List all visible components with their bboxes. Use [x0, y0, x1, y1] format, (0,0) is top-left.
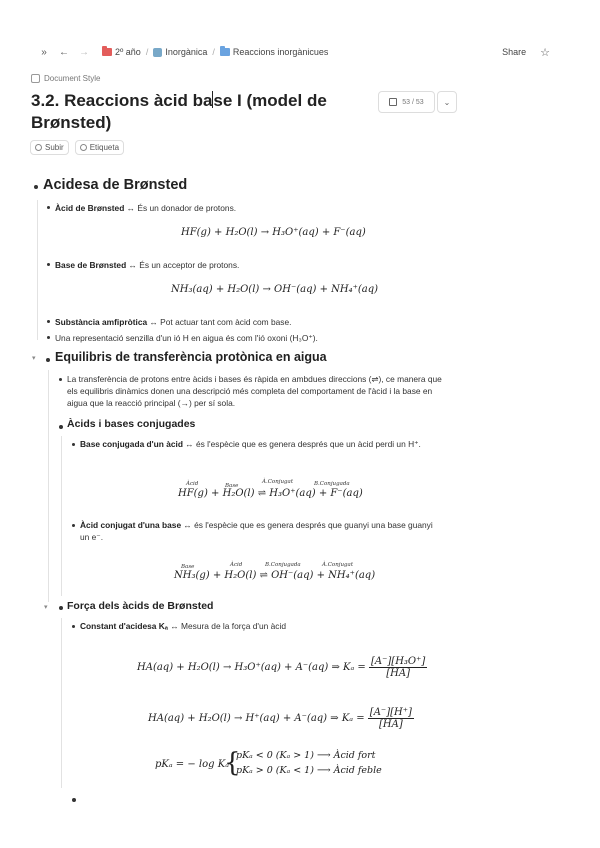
bullet [59, 606, 63, 610]
equation: NH₃(aq) + H₂O(l) → OH⁻(aq) + NH₄⁺(aq) [171, 284, 379, 295]
subsection-heading[interactable]: Força dels àcids de Brønsted [67, 600, 214, 612]
equation: HA(aq) + H₂O(l) → H₃O⁺(aq) + A⁻(aq) ⇒ Kₐ = $\frac{\text{[A⁻][H₃O⁺]}}{[HA]}$ [137, 656, 426, 679]
equation-label: Àcid [230, 562, 243, 568]
forward-arrow-icon[interactable]: → [79, 46, 89, 58]
back-arrow-icon[interactable]: ← [59, 46, 69, 58]
share-button[interactable]: Share [502, 47, 527, 57]
paragraph[interactable]: La transferència de protons entre àcids i bases és ràpida en ambdues direccions (⇌), ce manera que els equilibris dinàmics donen una descripció més completa del comportament de l'àcid i la base en aigua que la reacció principal (→) per sí sola. [67, 374, 442, 408]
equation-label: B.Conjugada [265, 562, 301, 568]
fraction: $\frac{[A^-][H^+]}{[HA]}$ [369, 707, 412, 730]
bullet[interactable] [72, 798, 76, 802]
breadcrumb-item[interactable]: Inorgànica [153, 47, 207, 57]
upload-button[interactable]: Subir [30, 140, 69, 155]
equation-label: À.Conjugat [322, 562, 354, 568]
collapse-toggle-icon[interactable]: ▾ [44, 604, 48, 611]
breadcrumb: 2º año / Inorgànica / Reaccions inorgànicues [102, 47, 328, 57]
bullet [47, 263, 50, 266]
list-item[interactable]: Àcid conjugat d'una base ↔ és l'espècie que es genera després que guanyi una base ɡuanyi un e⁻. [80, 520, 433, 542]
section-heading[interactable]: Acidesa de Brønsted [43, 177, 188, 193]
tag-button[interactable]: Etiqueta [75, 140, 124, 155]
bullet [59, 425, 63, 429]
equation: HA(aq) + H₂O(l) → H⁺(aq) + A⁻(aq) ⇒ Kₐ = $\frac{[A^-][H^+]}{[HA]}$ [148, 707, 412, 730]
breadcrumb-item[interactable]: Reaccions inorgànicues [220, 47, 329, 57]
bullet [72, 524, 75, 527]
list-item[interactable]: Àcid de Brønsted ↔ És un donador de protons. [55, 203, 237, 213]
section-heading[interactable]: Equilibris de transferència protònica en aigua [55, 350, 327, 364]
equation-label: À.Conjugat [262, 479, 294, 485]
bullet [59, 378, 62, 381]
equation-label: B.Conjugada [314, 481, 350, 487]
equation: pKₐ = − log Kₐ [155, 759, 229, 770]
collapse-toggle-icon[interactable]: ▾ [32, 355, 36, 362]
equation: pKₐ > 0 (Kₐ < 1) ⟶ Àcid feble [236, 765, 382, 776]
star-icon[interactable]: ☆ [540, 46, 550, 59]
page-title[interactable]: 3.2. Reaccions àcid base I (model de Brønsted) [31, 91, 327, 132]
document-style-label[interactable]: Document Style [31, 74, 100, 83]
bullet [47, 336, 50, 339]
equation: HF(g) + H₂O(l) ⇌ H₃O⁺(aq) + F⁻(aq) [178, 488, 363, 499]
list-item[interactable]: Base conjugada d'un àcid ↔ és l'espècie que es genera després que un àcid perdi un H⁺. [80, 439, 421, 449]
bullet [72, 625, 75, 628]
equation: pKₐ < 0 (Kₐ > 1) ⟶ Àcid fort [236, 750, 376, 761]
fraction: $\frac{\text{[A⁻][H₃O⁺]}}{[HA]}$ [371, 656, 426, 679]
list-item[interactable]: Constant d'acidesa Kₐ ↔ Mesura de la força d'un àcid [80, 621, 286, 631]
bullet [46, 358, 50, 362]
list-item[interactable]: Base de Brønsted ↔ És un acceptor de protons. [55, 260, 240, 270]
bullet [47, 320, 50, 323]
bullet [72, 443, 75, 446]
equation: HF(g) + H₂O(l) → H₃O⁺(aq) + F⁻(aq) [181, 227, 366, 238]
list-item[interactable]: Substància amfipròtica ↔ Pot actuar tant com àcid com base. [55, 317, 292, 327]
bullet [47, 206, 50, 209]
subsection-heading[interactable]: Àcids i bases conjugades [67, 418, 196, 430]
expand-sidebar-icon[interactable]: » [41, 46, 47, 58]
equation: NH₃(g) + H₂O(l) ⇌ OH⁻(aq) + NH₄⁺(aq) [174, 570, 376, 581]
breadcrumb-item[interactable]: 2º año [102, 47, 141, 57]
equation-label: Base [181, 564, 195, 570]
chevron-down-icon[interactable]: ⌄ [437, 91, 457, 113]
equation-label: Base [225, 483, 239, 489]
page-counter[interactable]: 53 / 53 [378, 91, 435, 113]
list-item[interactable]: Una representació senzilla d'un ió H en aigua és com l'ió oxoni (H₃O⁺). [55, 333, 318, 343]
bullet [34, 185, 38, 189]
equation-label: Àcid [186, 481, 199, 487]
